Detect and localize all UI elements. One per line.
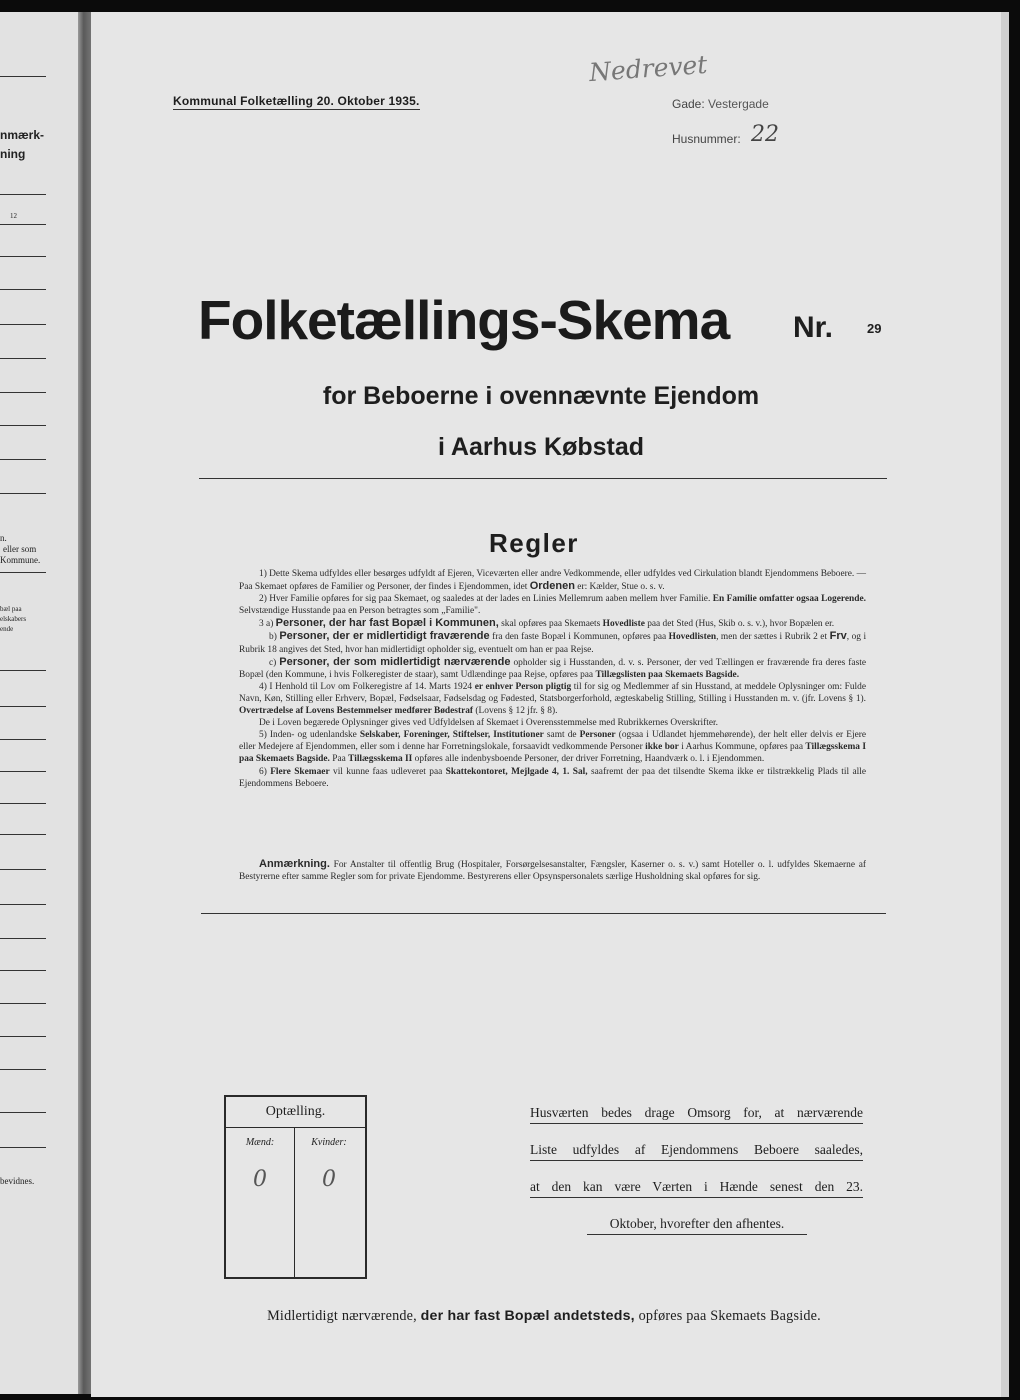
rule: [0, 256, 46, 257]
rule: [0, 904, 46, 905]
rule: [0, 739, 46, 740]
rules-heading: Regler: [489, 528, 579, 558]
rules-text: [239, 568, 866, 790]
rule: [0, 194, 46, 195]
remark-title: Anmærkning.: [259, 858, 330, 870]
form-subtitle: for Beboerne i ovennævnte Ejendom: [322, 382, 760, 410]
remark-body: For Anstalter til offentlig Brug (Hospitaler, Forsørgelsesanstalter, Fængsler, Kaserner o. s. v.) samt Hoteller o. l. udfyldes Skemaerne af Bestyrerne efter samme Regler som for private Ejendomme. Bestyrerens eller Opsynspersonalets særlige Husholdning skal opføres for sig.: [239, 860, 867, 883]
left-page-text: n.: [0, 533, 7, 543]
left-page-text: Kommune.: [0, 555, 41, 565]
rule-2: 2) Hver Familie opføres for sig paa Skemaet, og saaledes at der lades en Linies Mellemrum aaben mellem hver Familie. En Familie omfatter ogsaa Logerende. Selvstændige Husstande paa en Person betragtes som „Familie".: [239, 594, 866, 617]
rule: [0, 1003, 46, 1004]
rule: [0, 1112, 46, 1113]
rule: [0, 392, 46, 393]
rule: [0, 834, 46, 835]
men-label: Mænd:: [245, 1137, 275, 1148]
rule: [0, 224, 46, 225]
rule: [0, 493, 46, 494]
landlord-line: Oktober, hvorefter den afhentes.: [587, 1215, 807, 1235]
divider: [199, 478, 887, 479]
rule: [0, 1147, 46, 1148]
census-header: Kommunal Folketælling 20. Oktober 1935.: [173, 94, 420, 108]
women-label: Kvinder:: [311, 1137, 347, 1148]
women-count: 0: [322, 1167, 336, 1192]
count-box-title: Optælling.: [226, 1097, 365, 1128]
rule: [0, 425, 46, 426]
count-box: [224, 1095, 367, 1279]
rule: [0, 670, 46, 671]
rule: [0, 970, 46, 971]
footer-emphasis: der har fast Bopæl andetsteds,: [420, 1308, 635, 1324]
rule: [0, 324, 46, 325]
rule-3a: 3 a) Personer, der har fast Bopæl i Kommunen, skal opføres paa Skemaets Hovedliste paa det Sted (Hus, Skib o. s. v.), hvor Bopælen er.: [259, 617, 835, 630]
left-page-text: bæl paa: [0, 605, 22, 613]
landlord-line: Husværten bedes drage Omsorg for, at nærværende: [530, 1104, 863, 1124]
rule-1: 1) Dette Skema udfyldes eller besørges udfyldt af Ejeren, Viceværten eller andre Vedkommende, eller udfyldes ved Cirkulation blandt Ejendommens Beboere. — Paa Skemaet opføres de Familier og Personer, der findes i Ejendommen, idet Ordenen er: Kælder, Stue o. s. v.: [239, 569, 866, 593]
footer-note: [204, 1308, 884, 1325]
street-field: [672, 97, 769, 111]
rule: [0, 76, 46, 77]
column-number: 12: [10, 212, 17, 220]
rule: [0, 938, 46, 939]
form-number: 29: [867, 321, 882, 336]
left-page-text: eller som: [3, 544, 37, 554]
left-page-text: elskabers: [0, 615, 27, 623]
street-label: Gade:: [672, 97, 705, 111]
rule: [0, 869, 46, 870]
men-count: 0: [253, 1167, 267, 1192]
left-page-header: ning: [0, 147, 26, 161]
remark-text: [239, 858, 866, 883]
rule-6: 6) Flere Skemaer vil kunne faas udleveret paa Skattekontoret, Mejlgade 4, 1. Sal, saafremt der paa det tilsendte Skema ikke er tilstrækkelig Plads til alle Ejendommens Beboere.: [239, 766, 867, 789]
rule: [0, 1036, 46, 1037]
rule: [0, 1069, 46, 1070]
rule: [0, 706, 46, 707]
left-page-fragment: [0, 12, 80, 1394]
book-binding: [78, 12, 92, 1394]
rule-3c: c) Personer, der som midlertidigt nærværende opholder sig i Husstanden, d. v. s. Personer, der ved Tællingen er fraværende fra deres faste Bopæl (den Kommune, i hvis Folkeregister de staar), samt Udlændinge paa Rejse, opføres paa Tillægslisten paa Skemaets Bagside.: [239, 655, 867, 680]
footer-text: Midlertidigt nærværende,: [267, 1308, 417, 1324]
page-edge: [1001, 12, 1009, 1397]
rule-5: 5) Inden- og udenlandske Selskaber, Foreninger, Stiftelser, Institutioner samt de Personer (ogsaa i Udlandet hjemmehørende), der helt eller delvis er Ejere eller Medejere af Ejendommen, eller som i denne har Forretningslokale, forsaavidt vedkommende Personer ikke bor i Aarhus Kommune, opføres paa Tillægsskema I paa Skemaets Bagside. Paa Tillægsskema II opføres alle indenbysboende Personer, der driver Forretning, Haandværk o. l. i Ejendommen.: [239, 730, 867, 765]
house-number-value: 22: [751, 122, 779, 147]
landlord-line: at den kan være Værten i Hænde senest den 23.: [530, 1178, 863, 1198]
form-nr-label: Nr.: [793, 311, 834, 344]
rule: [0, 358, 46, 359]
footer-text: opføres paa Skemaets Bagside.: [638, 1308, 821, 1324]
landlord-line: Liste udfyldes af Ejendommens Beboere saaledes,: [530, 1141, 863, 1161]
left-page-text: bevidnes.: [0, 1176, 35, 1186]
rule-4-note: De i Loven begærede Oplysninger gives ved Udfyldelsen af Skemaet i Overensstemmelse med Rubrikkernes Overskrifter.: [259, 718, 718, 729]
census-form-page: [91, 12, 1001, 1397]
rule-3b: b) Personer, der er midlertidigt fraværende fra den faste Bopæl i Kommunen, opføres paa Hovedlisten, men der sættes i Rubrik 2 et Frv, og i Rubrik 18 angives det Sted, hvor han midlertidigt opholder sig, eventuelt om han er paa Rejse.: [239, 630, 867, 655]
rule: [0, 572, 46, 573]
house-number-label: Husnummer:: [672, 132, 741, 146]
form-title: Folketællings-Skema: [198, 289, 730, 351]
divider: [201, 913, 886, 914]
count-box-divider: [294, 1128, 295, 1277]
landlord-instruction: [530, 1104, 863, 1252]
rule: [0, 289, 46, 290]
rule: [0, 803, 46, 804]
rule: [0, 459, 46, 460]
left-page-text: ende: [0, 625, 14, 633]
left-page-header: nmærk-: [0, 128, 45, 142]
handwritten-note: Nedrevet: [588, 49, 709, 88]
street-value: Vestergade: [708, 97, 769, 111]
rule: [0, 771, 46, 772]
rule-4: 4) I Henhold til Lov om Folkeregistre af 14. Marts 1924 er enhver Person pligtig til for sig og Medlemmer af sin Husstand, at meddele Oplysninger om: Fulde Navn, Køn, Stilling eller Erhverv, Bopæl, Fødselsaar, Fødselsdag og Fødested, Statsborgerforhold, ægteskabelig Stilling, Stilling i Husstanden m. v. (jfr. Lovens § 1). Overtrædelse af Lovens Bestemmelser medfører Bødestraf (Lovens § 12 jfr. § 8).: [239, 681, 867, 717]
form-subtitle: i Aarhus Købstad: [437, 433, 645, 461]
